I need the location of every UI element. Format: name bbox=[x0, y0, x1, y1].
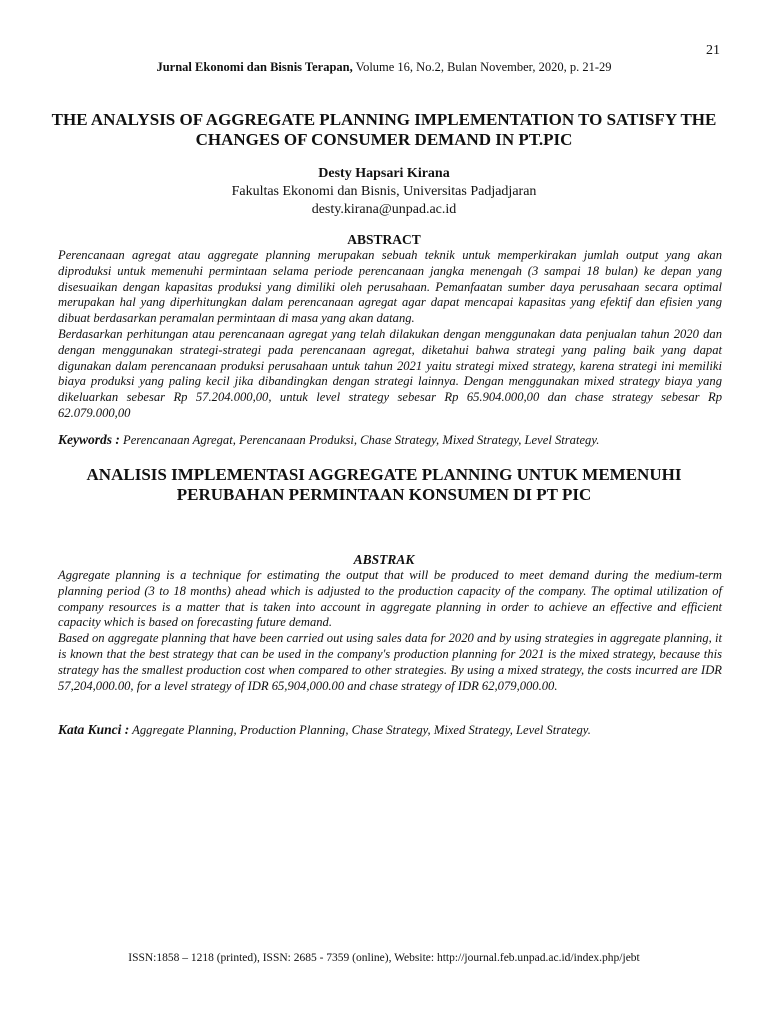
journal-name: Jurnal Ekonomi dan Bisnis Terapan, bbox=[156, 60, 353, 74]
abstrak-text bbox=[58, 568, 722, 694]
keywords-value: Perencanaan Agregat, Perencanaan Produksi, Chase Strategy, Mixed Strategy, Level Strategy. bbox=[119, 433, 600, 447]
author-name: Desty Hapsari Kirana bbox=[318, 166, 450, 181]
author-block bbox=[0, 165, 768, 219]
page-number: 21 bbox=[706, 43, 720, 58]
author-email: desty.kirana@unpad.ac.id bbox=[311, 202, 457, 217]
abstrak-heading: ABSTRAK bbox=[353, 552, 415, 567]
kata-kunci-label: Kata Kunci : bbox=[58, 722, 130, 737]
abstract-paragraph: Berdasarkan perhitungan atau perencanaan agregat yang telah dilakukan dengan menggunakan data penjualan tahun 2020 dan dengan menggunakan strategi-strategi pada perencanaan agregat, diketahui bahwa strategi yang paling baik yang dapat digunakan dalam perencanaan produksi perusahaan untuk tahun 2021 yaitu strategi mixed strategy, karena strategi ini memiliki biaya produksi yang paling kecil jika dibandingkan dengan strategi lainnya. Dengan menggunakan mixed strategy biaya yang dikeluarkan sebesar Rp 57.204.000,00, untuk level strategy sebesar Rp 65.904.000,00 dan chase strategy sebesar Rp 62.079.000,00 bbox=[58, 326, 722, 420]
abstrak-paragraph: Aggregate planning is a technique for estimating the output that will be produced to meet demand during the medium-term planning period (3 to 18 months) ahead which is adjusted to the production capacity of the company. The optimal utilization of company resources is a matter that is taken into account in aggregate planning in order to achieve an effective and efficient capacity which is based on forecasting future demand. bbox=[58, 568, 722, 630]
abstract-paragraph: Perencanaan agregat atau aggregate planning merupakan sebuah teknik untuk memperkirakan jumlah output yang akan diproduksi untuk memenuhi permintaan selama periode perencanaan jangka menengah (3 sampai 18 bulan) ke depan yang disesuaikan dengan kapasitas produksi yang dimiliki oleh perusahaan. Pemanfaatan sumber daya perusahaan secara optimal merupakan hal yang diperhitungkan dalam perencanaan agregat agar dapat mencapai kapasitas yang efektif dan efisien yang dibuat berdasarkan peramalan permintaan di masa yang akan datang. bbox=[58, 248, 722, 326]
page-footer: ISSN:1858 – 1218 (printed), ISSN: 2685 - 7359 (online), Website: http://journal.feb.unpad.ac.id/index.php/jebt bbox=[128, 952, 640, 964]
journal-details: Volume 16, No.2, Bulan November, 2020, p. 21-29 bbox=[352, 60, 612, 74]
paper-title-id: ANALISIS IMPLEMENTASI AGGREGATE PLANNING UNTUK MEMENUHI PERUBAHAN PERMINTAAN KONSUMEN DI PT PIC bbox=[86, 465, 682, 504]
keywords-line bbox=[58, 432, 738, 448]
paper-title-en: THE ANALYSIS OF AGGREGATE PLANNING IMPLEMENTATION TO SATISFY THE CHANGES OF CONSUMER DEMAND IN PT.PIC bbox=[51, 110, 717, 149]
author-affiliation: Fakultas Ekonomi dan Bisnis, Universitas Padjadjaran bbox=[231, 184, 537, 199]
abstrak-paragraph: Based on aggregate planning that have been carried out using sales data for 2020 and by using strategies in aggregate planning, it is known that the best strategy that can be used in the company's production planning for 2021 is the mixed strategy, because this strategy has the smallest production cost when compared to other strategies. By using a mixed strategy, the costs incurred are IDR 57,204,000.00, for a level strategy of IDR 65,904,000.00 and chase strategy of IDR 62,079,000.00. bbox=[58, 631, 722, 693]
keywords-label: Keywords : bbox=[58, 432, 120, 447]
journal-header bbox=[0, 60, 768, 75]
abstract-heading: ABSTRACT bbox=[347, 232, 421, 247]
kata-kunci-line bbox=[58, 722, 738, 738]
kata-kunci-value: Aggregate Planning, Production Planning, Chase Strategy, Mixed Strategy, Level Strategy. bbox=[129, 723, 591, 737]
abstract-text bbox=[58, 248, 722, 422]
